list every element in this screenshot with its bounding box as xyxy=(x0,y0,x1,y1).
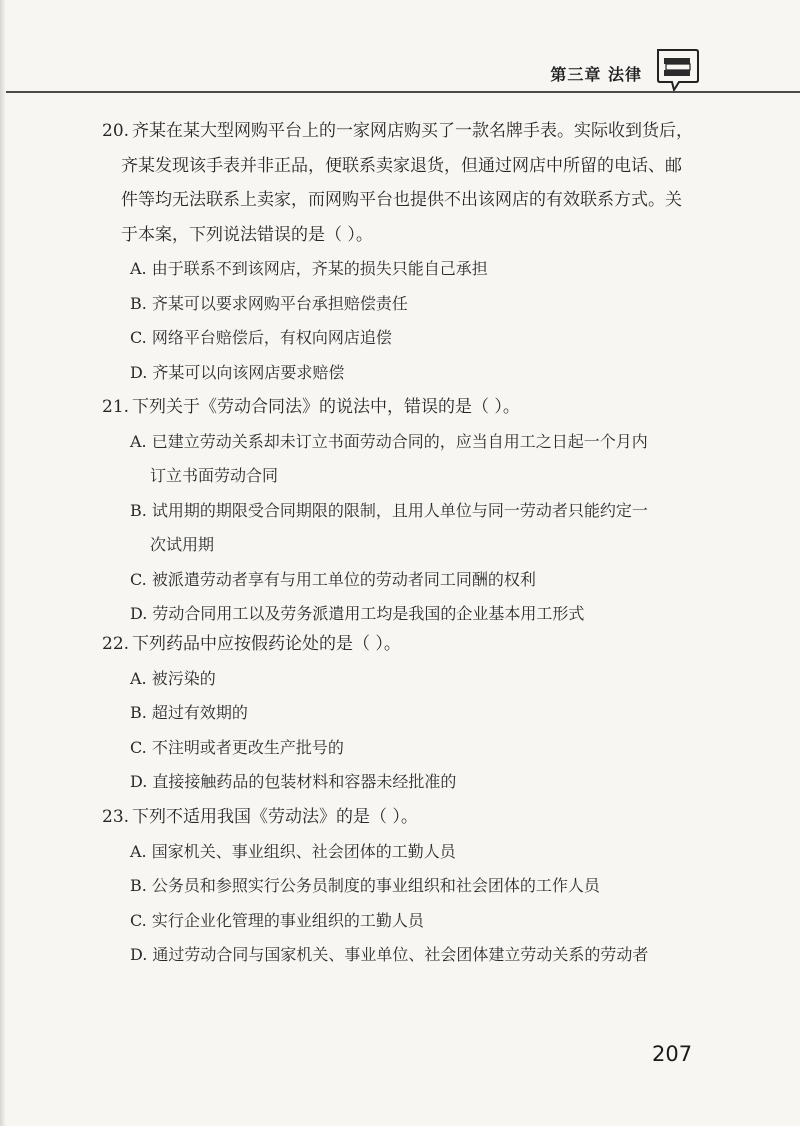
option-C: C. 被派遣劳动者享有与用工单位的劳动者同工同酬的权利 xyxy=(130,569,536,589)
question-23-line xyxy=(102,806,418,828)
option-B: B. 齐某可以要求网购平台承担赔偿责任 xyxy=(130,293,408,313)
option-D: D. 直接接触药品的包装材料和容器未经批准的 xyxy=(130,772,457,791)
question-20-line: 于本案，下列说法错误的是（ ）。 xyxy=(121,224,373,245)
option-B: B. 试用期的期限受合同期限的限制，且用人单位与同一劳动者只能约定一 xyxy=(130,500,648,520)
book-stack-icon xyxy=(654,46,700,94)
question-text: 下列关于《劳动合同法》的说法中，错误的是（ ）。 xyxy=(132,397,520,417)
option-A: 订立书面劳动合同 xyxy=(150,466,279,485)
option-C: C. 网络平台赔偿后，有权向网店追偿 xyxy=(130,328,392,347)
header-rule xyxy=(6,91,800,93)
question-22-line xyxy=(102,633,401,655)
question-number: 23. xyxy=(102,807,130,827)
page-header xyxy=(0,0,800,100)
question-text: 齐某在某大型网购平台上的一家网店购买了一款名牌手表。实际收到货后， xyxy=(132,121,693,141)
option-B: 次试用期 xyxy=(150,535,215,554)
question-21-line xyxy=(102,396,520,418)
question-number: 22. xyxy=(102,634,130,654)
option-B: B. 公务员和参照实行公务员制度的事业组织和社会团体的工作人员 xyxy=(130,876,600,895)
question-text: 下列药品中应按假药论处的是（ ）。 xyxy=(132,634,401,654)
option-A: A. 已建立劳动关系却未订立书面劳动合同的，应当自用工之日起一个月内 xyxy=(130,431,648,451)
question-number: 21. xyxy=(102,397,130,417)
page-edge-shadow xyxy=(0,0,6,1126)
option-C: C. 不注明或者更改生产批号的 xyxy=(130,737,344,757)
question-number: 20. xyxy=(102,121,130,141)
question-text: 下列不适用我国《劳动法》的是（ ）。 xyxy=(132,807,418,827)
option-A: A. 国家机关、事业组织、社会团体的工勤人员 xyxy=(130,841,456,861)
option-A: A. 被污染的 xyxy=(130,668,216,688)
question-20-line: 齐某发现该手表并非正品，便联系卖家退货，但通过网店中所留的电话、邮 xyxy=(121,155,682,176)
option-D: D. 齐某可以向该网店要求赔偿 xyxy=(130,362,345,382)
page-number: 207 xyxy=(652,1042,693,1066)
option-C: C. 实行企业化管理的事业组织的工勤人员 xyxy=(130,910,424,930)
question-20-line: 件等均无法联系上卖家，而网购平台也提供不出该网店的有效联系方式。关 xyxy=(121,190,682,210)
question-20-line xyxy=(102,120,693,142)
chapter-title: 第三章 法律 xyxy=(550,65,642,84)
option-D: D. 通过劳动合同与国家机关、事业单位、社会团体建立劳动关系的劳动者 xyxy=(130,945,649,964)
option-D: D. 劳动合同用工以及劳务派遣用工均是我国的企业基本用工形式 xyxy=(130,604,585,623)
option-B: B. 超过有效期的 xyxy=(130,703,248,722)
option-A: A. 由于联系不到该网店，齐某的损失只能自己承担 xyxy=(130,259,488,278)
